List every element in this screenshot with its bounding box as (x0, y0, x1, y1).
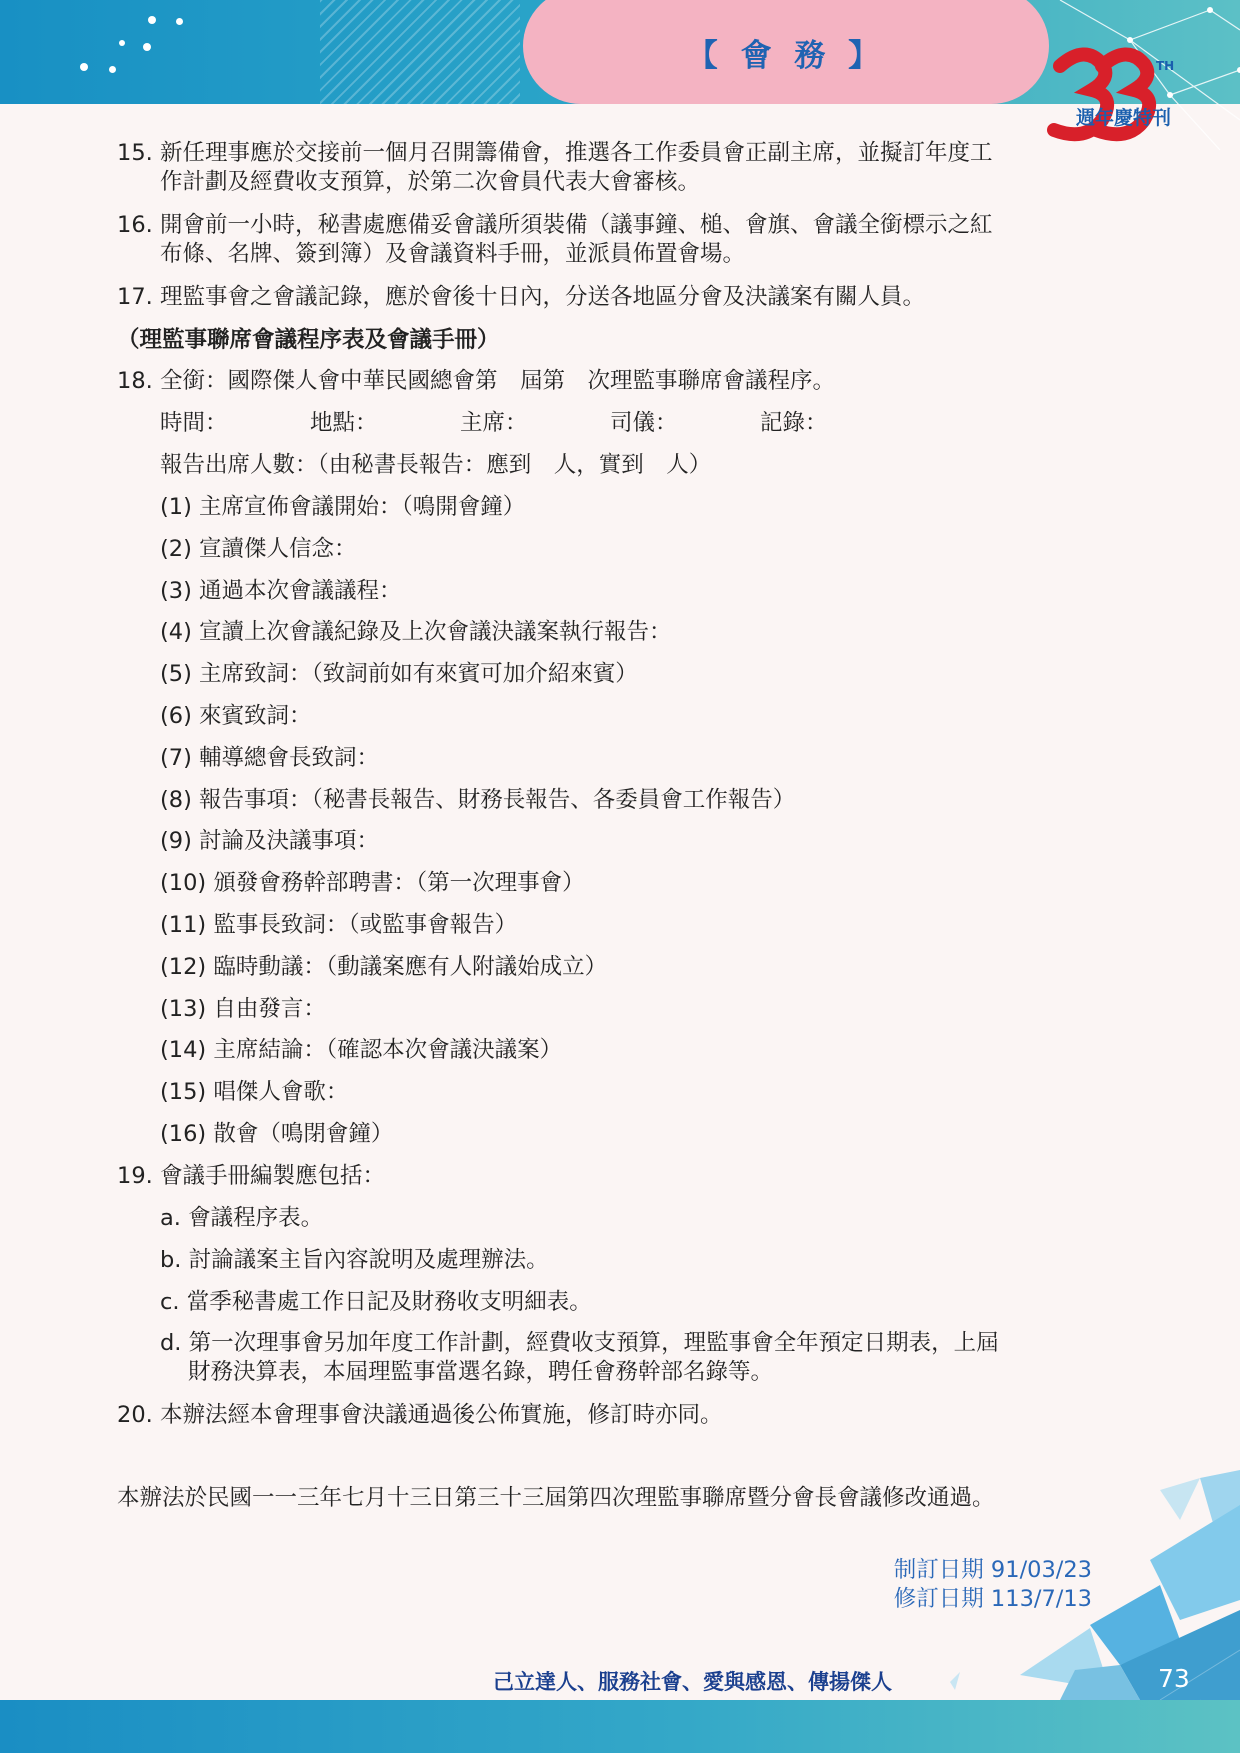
procedure-step: (12) 臨時動議：（動議案應有人附議始成立） (160, 954, 608, 980)
meta-field-recorder: 記錄： (760, 410, 828, 436)
item-number: 20. (117, 1402, 153, 1428)
revised-date: 修訂日期 113/7/13 (893, 1586, 1092, 1612)
item-number: 18. (117, 368, 153, 394)
meta-field-place: 地點： (310, 410, 378, 436)
procedure-step: (15) 唱傑人會歌： (160, 1079, 349, 1105)
footer-band (0, 1700, 1240, 1753)
procedure-step: (4) 宣讀上次會議紀錄及上次會議決議案執行報告： (160, 619, 672, 645)
procedure-step: (16) 散會（鳴閉會鐘） (160, 1121, 394, 1147)
item-number: 17. (117, 284, 153, 310)
procedure-step: (3) 通過本次會議議程： (160, 578, 402, 604)
item-text: 全銜：國際傑人會中華民國總會第 屆第 次理監事聯席會議程序。 (160, 368, 836, 394)
item-number: 15. (117, 140, 153, 166)
anniversary-label: 週年慶特刊 (1076, 107, 1172, 129)
footer-motto: 己立達人、服務社會、愛與感恩、傳揚傑人 (493, 1669, 892, 1694)
item-text: 新任理事應於交接前一個月召開籌備會，推選各工作委員會正副主席，並擬訂年度工 (160, 140, 993, 166)
procedure-step: (6) 來賓致詞： (160, 703, 312, 729)
subitem: b. 討論議案主旨內容說明及處理辦法。 (160, 1247, 549, 1273)
meta-field-time: 時間： (160, 410, 228, 436)
section-subheading: （理監事聯席會議程序表及會議手冊） (117, 327, 500, 353)
subitem: a. 會議程序表。 (160, 1205, 324, 1231)
subitem: c. 當季秘書處工作日記及財務收支明細表。 (160, 1289, 592, 1315)
item-text: 作計劃及經費收支預算，於第二次會員代表大會審核。 (160, 169, 701, 195)
meta-field-chair: 主席： (460, 410, 528, 436)
section-title: 【 會 務 】 (686, 37, 886, 74)
item-number: 16. (117, 212, 153, 238)
logo-superscript: TH (1156, 59, 1175, 73)
procedure-step: (7) 輔導總會長致詞： (160, 745, 380, 771)
subitem-continuation: 財務決算表，本屆理監事當選名錄，聘任會務幹部名錄等。 (188, 1359, 774, 1385)
item-number: 19. (117, 1163, 153, 1189)
procedure-step: (13) 自由發言： (160, 996, 326, 1022)
procedure-step: (14) 主席結論：（確認本次會議決議案） (160, 1037, 563, 1063)
procedure-step: (9) 討論及決議事項： (160, 828, 380, 854)
item-text: 本辦法經本會理事會決議通過後公佈實施，修訂時亦同。 (160, 1402, 723, 1428)
item-text: 開會前一小時，秘書處應備妥會議所須裝備（議事鐘、槌、會旗、會議全銜標示之紅 (160, 212, 993, 238)
procedure-step: (2) 宣讀傑人信念： (160, 536, 357, 562)
meta-field-emcee: 司儀： (610, 410, 678, 436)
item-text: 理監事會之會議記錄，應於會後十日內，分送各地區分會及決議案有關人員。 (160, 284, 926, 310)
procedure-step: (5) 主席致詞：（致詞前如有來賓可加介紹來賓） (160, 661, 638, 687)
closing-statement: 本辦法於民國一一三年七月十三日第三十三屆第四次理監事聯席暨分會長會議修改通過。 (117, 1485, 995, 1511)
procedure-step: (8) 報告事項：（秘書長報告、財務長報告、各委員會工作報告） (160, 787, 796, 813)
procedure-step: (11) 監事長致詞：（或監事會報告） (160, 912, 518, 938)
item-text: 布條、名牌、簽到簿）及會議資料手冊，並派員佈置會場。 (160, 241, 746, 267)
enacted-date: 制訂日期 91/03/23 (893, 1557, 1092, 1583)
attendance-report: 報告出席人數：（由秘書長報告：應到 人，實到 人） (160, 452, 712, 478)
procedure-step: (1) 主席宣佈會議開始：（鳴開會鐘） (160, 494, 526, 520)
subitem: d. 第一次理事會另加年度工作計劃，經費收支預算，理監事會全年預定日期表，上屆 (160, 1330, 999, 1356)
procedure-step: (10) 頒發會務幹部聘書：（第一次理事會） (160, 870, 585, 896)
page-number: 73 (1158, 1664, 1190, 1693)
item-text: 會議手冊編製應包括： (160, 1163, 386, 1189)
